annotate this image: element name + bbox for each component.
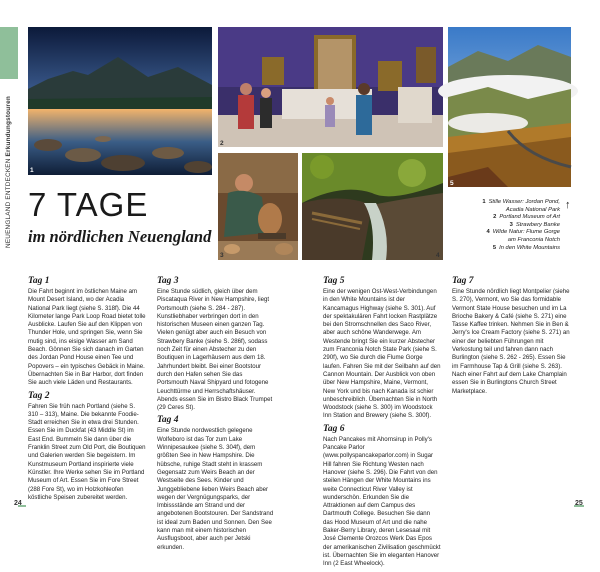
caption-item: 1 Stille Wasser: Jordan Pond, — [482, 199, 560, 205]
day-text: Eine Stunde südlich, gleich über dem Piscataqua River in New Hampshire, liegt Portsmouth (siehe S. 284 - 287). Kunstliebhaber verbringen dort in den historischen Museen einen ganzen Tag. Vielen genügt aber auch ein Besuch von Strawbery Banke (siehe S. 286f), sodass noch Zeit für einen Abstecher zu den Boutiquen in Lagerhäusern aus dem 18. Jahrhundert bleibt. Bei einer Bootstour durch den Hafen sehen Sie das Portsmouth Naval Shipyard und fotogene Leuchttürme und Herrschaftshäuser. Abends essen Sie im Bistro Black Trumpet (29 Ceres St). — [157, 288, 273, 412]
day-heading: Tag 2 — [28, 390, 50, 401]
day-text: Die Fahrt beginnt im östlichen Maine am Mount Desert Island, wo der Acadia National Park liegt (siehe S. 318f). Die 44 Kilometer lange Park Loop Road bietet tolle Ausblicke. Laufen Sie auf den Klippen von Thunder Hole, und springen Sie, wenn Sie mutig sind, ins eisige Wasser am Sand Beach. Gönnen Sie sich danach im Garten des Jordan Pond House einen Tee und Popovers – ein typisches Gebäck in Maine. Übernachten Sie in Bar Harbor, dort finden Sie auch viele Läden und Restaurants. — [28, 288, 146, 387]
day-heading: Tag 7 — [452, 276, 474, 286]
day-heading: Tag 4 — [157, 415, 179, 426]
text-column — [28, 276, 146, 505]
day-text: Fahren Sie früh nach Portland (siehe S. 310 – 313), Maine. Die bekannte Foodie-Stadt erreichen Sie in etwa drei Stunden. Essen Sie im Duckfat (43 Middle St) im East End. Bummeln Sie dann über die Franklin Street zum Old Port, die Boutiquen und Galerien werden Sie begeistern. Im Kunstmuseum Portland inspirierte viele Künstler. Ihre Werke sehen Sie im Portland Museum of Art. Essen Sie im Fore Street (288 Fore St), wo im Holzkohleofen köstliche Speisen zubereitet werden. — [28, 402, 146, 501]
text-column — [323, 276, 441, 572]
caption-item: 5 In den White Mountains — [492, 244, 560, 251]
pottery-workshop-photo — [218, 153, 298, 260]
photo-number: 4 — [436, 252, 440, 259]
day-heading: Tag 1 — [28, 276, 50, 286]
page-title: 7 TAGE — [28, 186, 149, 223]
museum-gallery-photo — [218, 27, 443, 147]
day-text: Eine Stunde nördlich liegt Montpelier (siehe S. 270), Vermont, wo Sie das formidable Vermont State House besuchen und im La Brioche Bakery & Café (siehe S. 271) eine Tasse Kaffee trinken. Nehmen Sie in Ben & Jerry's Ice Cream Factory (siehe S. 271) an einer der beliebten Führungen mit Verkostung teil und fahren dann nach Burlington (siehe S. 262 - 265). Essen Sie im Farmhouse Tap & Grill (siehe S. 263). Nach einer Fahrt auf dem Lake Champlain essen Sie in Burlingtons Church Street Marketplace. — [452, 288, 570, 395]
lake-mountain-photo — [28, 27, 212, 175]
page-number-left: 24 — [14, 500, 22, 507]
arrow-up-icon: ↑ — [565, 199, 571, 211]
caption-item: Acadia National Park — [505, 206, 560, 213]
day-text: Eine Stunde nordwestlich gelegene Wolfeboro ist das Tor zum Lake Winnipesaukee (siehe S. 304f), dem größten See in New Hampshire. Die hübsche, ruhige Stadt steht in krassem Gegensatz zum Weirs Beach an der Westseite des Sees. Kinder und Junggebliebene lieben Weirs Beach aber wegen der Vergnügungsparks, der Imbissstände am Strand und der angebotenen Bootstouren. Der Sandstrand ist ideal zum Baden und Sonnen. Den See kann man mit einem historischen Ausflugsboot, aber auch per Jetski erkunden. — [157, 427, 274, 551]
photo-number: 2 — [220, 140, 224, 147]
day-heading: Tag 3 — [157, 276, 179, 286]
gorge-stream-photo — [302, 153, 443, 260]
photo-captions — [448, 199, 560, 252]
day-text: Eine der wenigen Ost-West-Verbindungen in den White Mountains ist der Kancamagus Highway (siehe S. 301). Auf der spektakulären Fahrt locken Rastplätze bei den Stromschnellen des Saco River, aber auch schöne Wanderwege. Am Westende bringt Sie ein kurzer Abstecher zum Franconia Notch State Park (siehe S. 290f), wo Sie durch die Flume Gorge laufen. Fahren Sie mit der Seilbahn auf den Cannon Mountain. Der Ausblick von oben über New Hampshire, Maine, Vermont, New York und bis nach Kanada ist schier unbeschreiblich. Übernachten Sie in North Woodstock (siehe S. 300) im Woodstock Inn Station and Brewery (siehe S. 300f). — [323, 288, 441, 420]
photo-number: 5 — [450, 180, 454, 187]
section-label: Erkundungstouren — [5, 96, 12, 157]
photo-number: 3 — [220, 252, 224, 259]
text-column — [452, 276, 570, 399]
book-label: NEUENGLAND ENTDECKEN — [5, 158, 12, 248]
text-column — [157, 276, 275, 555]
day-heading: Tag 6 — [323, 423, 345, 434]
mountain-fog-photo — [448, 27, 571, 187]
day-text: Nach Pancakes mit Ahornsirup in Polly's Pancake Parlor (www.pollyspancakeparlor.com) in Sugar Hill fahren Sie Richtung Westen nach Hanover (siehe S. 296). Die Fahrt von den steilen Hängen der White Mountains ins weite Connecticut River Valley ist wunderschön. Erkunden Sie die Attraktionen auf dem Campus des Dartmouth College. Besuchen Sie dann das Hood Museum of Art und die nahe Baker-Berry Library, deren Lesesaal mit José Clemente Orozcos Werk Das Epos der amerikanischen Zivilisation geschmückt ist. Übernachten Sie im eleganten Hanover Inn (2 East Wheelock). — [323, 435, 441, 568]
caption-item: 3 Strawbery Banke — [509, 221, 560, 228]
chapter-label — [5, 88, 12, 248]
caption-item: am Franconia Notch — [507, 236, 560, 243]
page-subtitle: im nördlichen Neuengland — [28, 227, 212, 246]
caption-item: 2 Portland Museum of Art — [493, 214, 560, 221]
page-number-right: 25 — [575, 500, 583, 507]
day-heading: Tag 5 — [323, 276, 345, 286]
chapter-tab — [0, 27, 18, 79]
caption-item: 4 Wilde Natur: Flume Gorge — [486, 229, 560, 236]
photo-number: 1 — [30, 167, 34, 174]
